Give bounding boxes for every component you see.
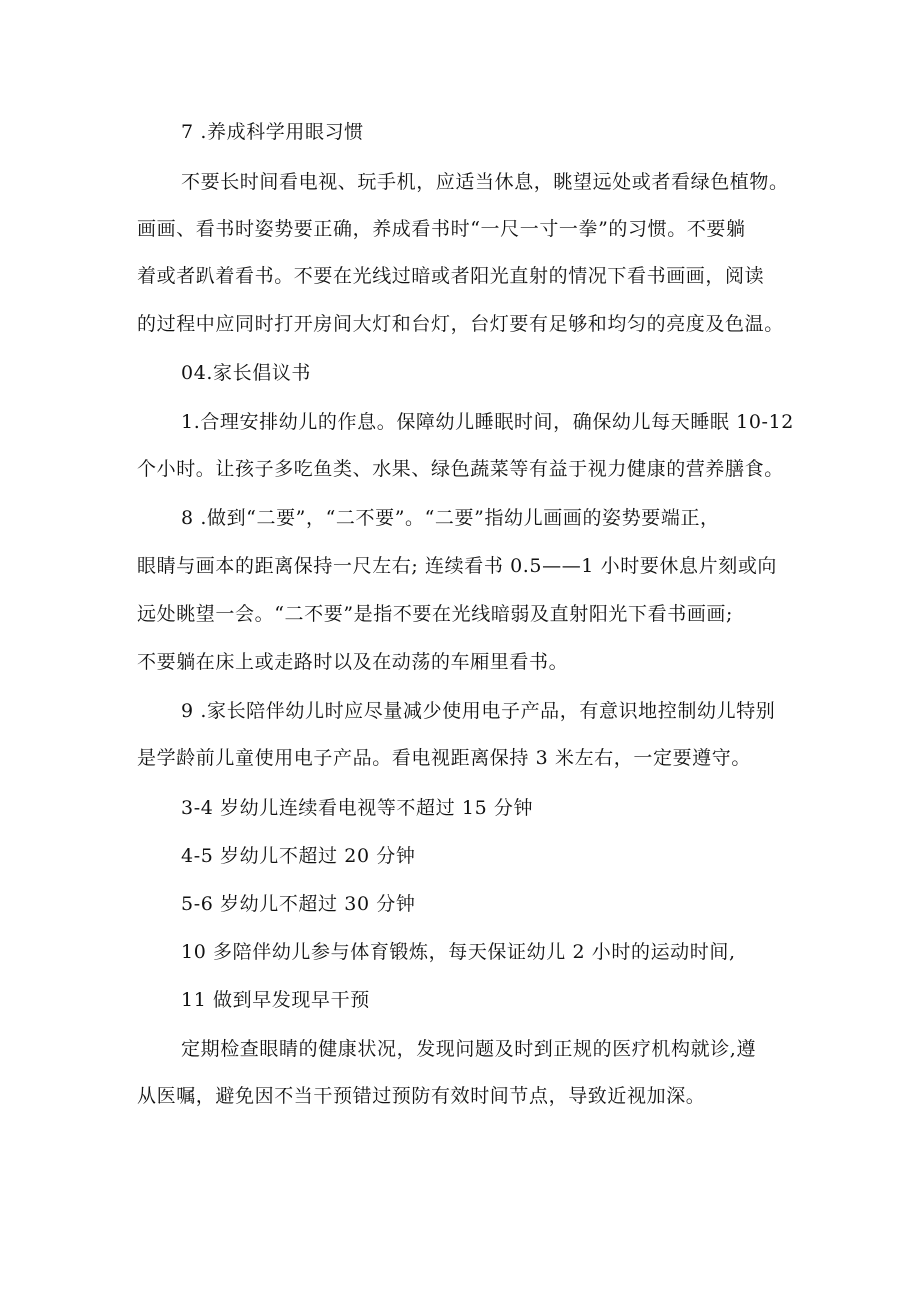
paragraph-line: 从医嘱，避免因不当干预错过预防有效时间节点，导致近视加深。: [137, 1085, 706, 1107]
paragraph-line: 1.合理安排幼儿的作息。保障幼儿睡眠时间，确保幼儿每天睡眠 10-12: [181, 411, 794, 433]
paragraph-line: 定期检查眼睛的健康状况，发现问题及时到正规的医疗机构就诊,遵: [181, 1038, 757, 1060]
paragraph-line: 的过程中应同时打开房间大灯和台灯，台灯要有足够和均匀的亮度及色温。: [137, 313, 784, 335]
section-heading-04: 04.家长倡议书: [181, 362, 312, 384]
paragraph-line: 8 .做到“二要”，“二不要”。“二要”指幼儿画画的姿势要端正，: [181, 507, 720, 529]
section-heading-7: 7 .养成科学用眼习惯: [181, 121, 364, 143]
paragraph-line: 着或者趴着看书。不要在光线过暗或者阳光直射的情况下看书画画，阅读: [137, 265, 765, 287]
paragraph-line: 不要躺在床上或走路时以及在动荡的车厢里看书。: [137, 651, 569, 673]
paragraph-line: 不要长时间看电视、玩手机，应适当休息，眺望远处或者看绿色植物。: [181, 171, 789, 193]
list-item: 3-4 岁幼儿连续看电视等不超过 15 分钟: [181, 797, 534, 819]
paragraph-line: 个小时。让孩子多吃鱼类、水果、绿色蔬菜等有益于视力健康的营养膳食。: [137, 458, 784, 480]
paragraph-line: 是学龄前儿童使用电子产品。看电视距离保持 3 米左右，一定要遵守。: [137, 747, 751, 769]
paragraph-line: 远处眺望一会。“二不要”是指不要在光线暗弱及直射阳光下看书画画;: [137, 603, 734, 625]
list-item: 5-6 岁幼儿不超过 30 分钟: [181, 893, 416, 915]
paragraph-line: 眼睛与画本的距离保持一尺左右; 连续看书 0.5——1 小时要休息片刻或向: [137, 555, 778, 577]
paragraph-line: 9 .家长陪伴幼儿时应尽量减少使用电子产品，有意识地控制幼儿特别: [181, 700, 776, 722]
paragraph-line: 画画、看书时姿势要正确，养成看书时“一尺一寸一拳”的习惯。不要躺: [137, 218, 746, 240]
paragraph-line: 11 做到早发现早干预: [181, 989, 370, 1011]
list-item: 4-5 岁幼儿不超过 20 分钟: [181, 845, 416, 867]
paragraph-line: 10 多陪伴幼儿参与体育锻炼，每天保证幼儿 2 小时的运动时间,: [181, 941, 736, 963]
